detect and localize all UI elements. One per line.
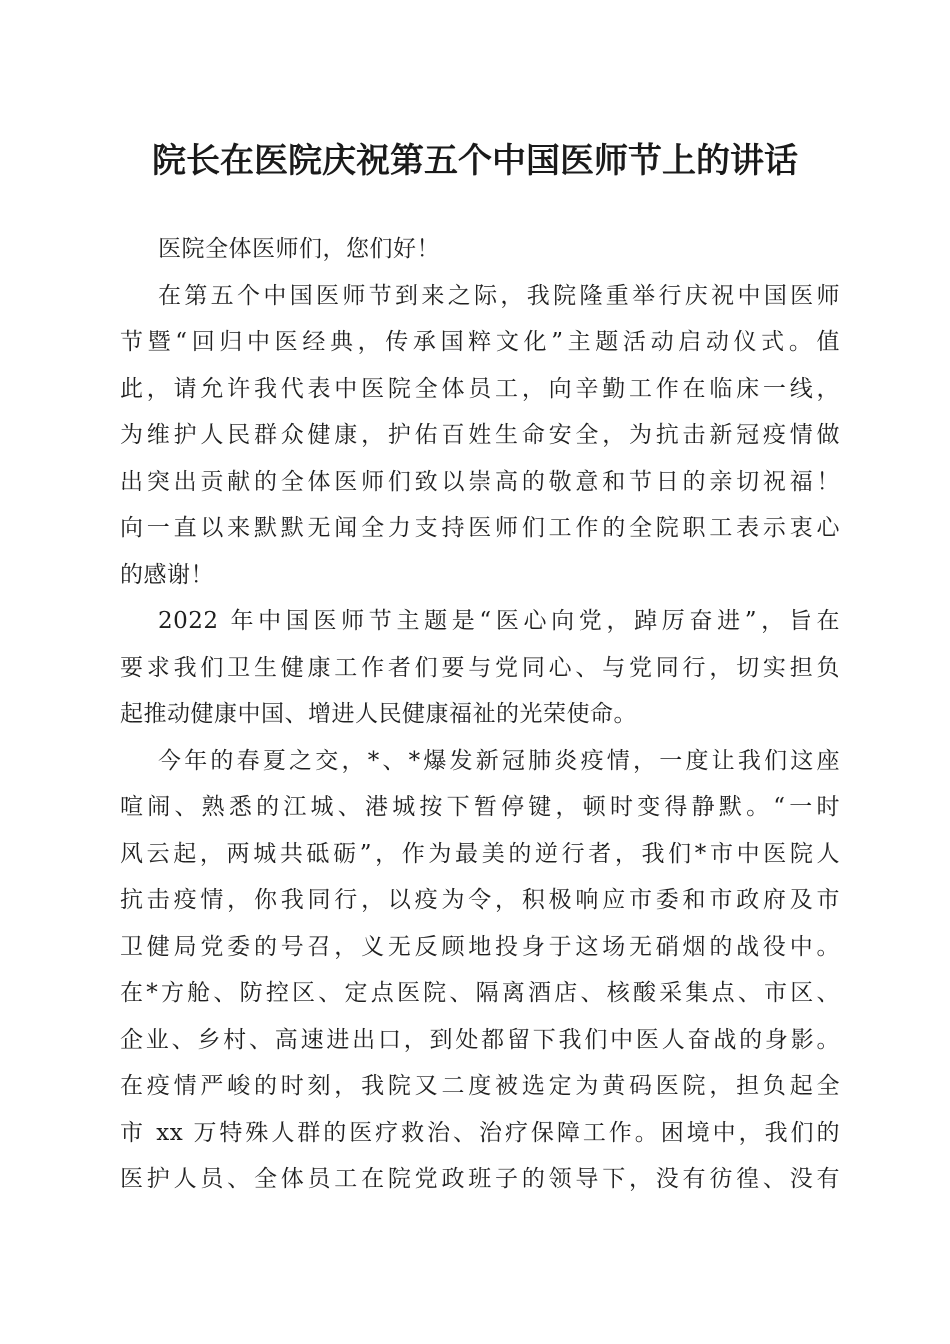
body-line: 的感谢！: [120, 561, 214, 588]
body-line: 企业、乡村、高速进出口，到处都留下我们中医人奋战的身影。: [120, 1026, 840, 1053]
body-line: 喧闹、熟悉的江城、港城按下暂停键，顿时变得静默。“一时: [120, 794, 840, 820]
body-line: 医护人员、全体员工在院党政班子的领导下，没有彷徨、没有: [120, 1166, 840, 1192]
document-title: 院长在医院庆祝第五个中国医师节上的讲话: [152, 141, 798, 181]
body-line: 在第五个中国医师节到来之际，我院隆重举行庆祝中国医师: [158, 282, 840, 309]
greeting-line: 医院全体医师们，您们好！: [158, 236, 440, 262]
body-line: 市 xx 万特殊人群的医疗救治、治疗保障工作。困境中，我们的: [120, 1119, 840, 1146]
body-line: 出突出贡献的全体医师们致以崇高的敬意和节日的亲切祝福！: [120, 468, 840, 495]
body-line: 向一直以来默默无闻全力支持医师们工作的全院职工表示衷心: [120, 515, 840, 541]
body-line: 节暨“回归中医经典，传承国粹文化”主题活动启动仪式。值: [120, 329, 840, 355]
body-line: 在疫情严峻的时刻，我院又二度被选定为黄码医院，担负起全: [120, 1073, 840, 1099]
body-line: 在*方舱、防控区、定点医院、隔离酒店、核酸采集点、市区、: [120, 980, 840, 1006]
body-line: 要求我们卫生健康工作者们要与党同心、与党同行，切实担负: [120, 654, 840, 681]
body-line: 此，请允许我代表中医院全体员工，向辛勤工作在临床一线，: [120, 375, 840, 402]
body-line: 风云起，两城共砥砺”，作为最美的逆行者，我们*市中医院人: [120, 840, 840, 867]
body-line: 2022 年中国医师节主题是“医心向党，踔厉奋进”，旨在: [158, 608, 840, 634]
body-line: 抗击疫情，你我同行，以疫为令，积极响应市委和市政府及市: [120, 887, 840, 913]
document-body: [120, 226, 840, 1203]
body-line: 卫健局党委的号召，义无反顾地投身于这场无硝烟的战役中。: [120, 933, 840, 960]
body-line: 为维护人民群众健康，护佑百姓生命安全，为抗击新冠疫情做: [120, 422, 840, 448]
body-line: 起推动健康中国、增进人民健康福祉的光荣使命。: [120, 701, 637, 727]
body-line: 今年的春夏之交，*、*爆发新冠肺炎疫情，一度让我们这座: [158, 747, 840, 774]
